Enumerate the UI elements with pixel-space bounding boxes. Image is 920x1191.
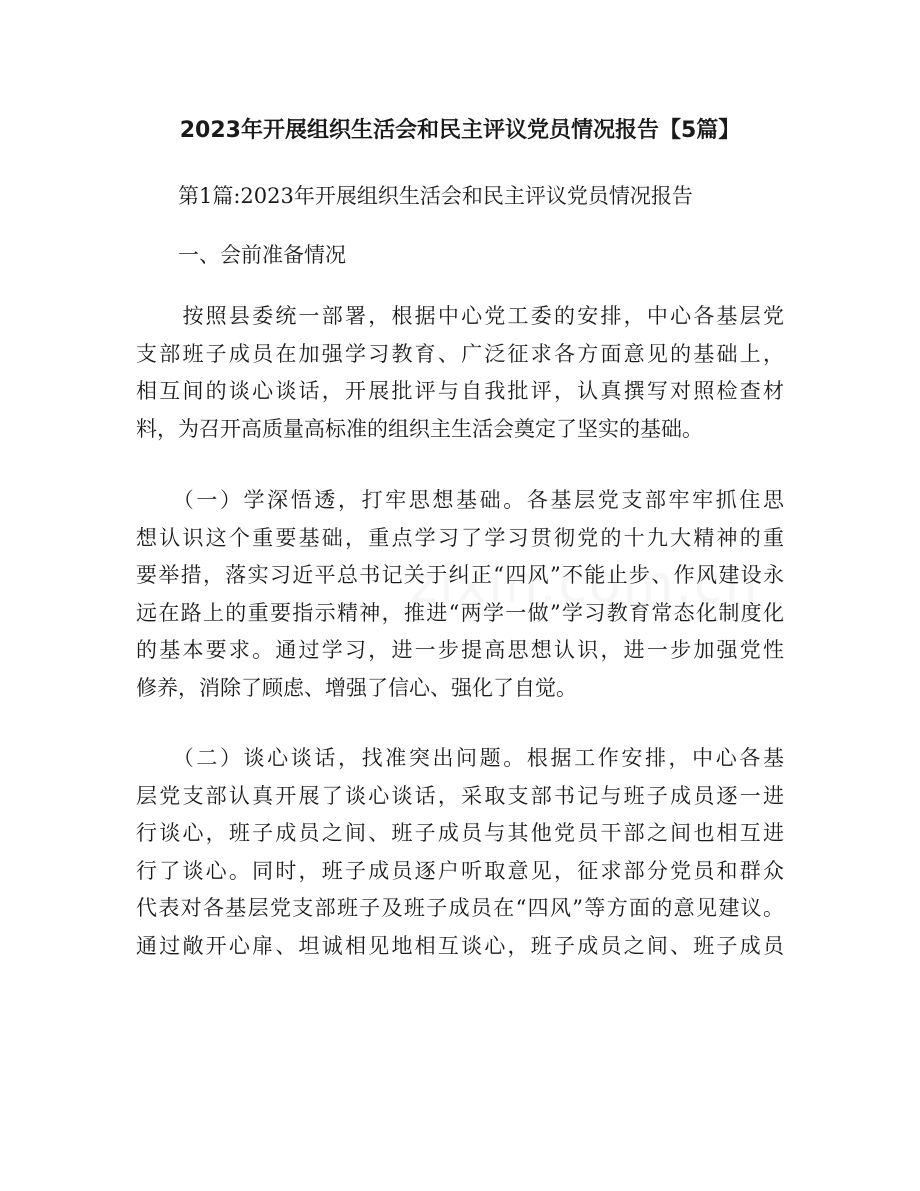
- paragraph-line: （二）谈心谈话，找准突出问题。根据工作安排，中心各基: [136, 746, 784, 770]
- paragraph-line: 支部班子成员在加强学习教育、广泛征求各方面意见的基础上，: [136, 341, 784, 366]
- section-heading: 一、会前准备情况: [178, 243, 346, 267]
- paragraph-line: 远在路上的重要指示精神，推进“两学一做”学习教育常态化制度化: [136, 600, 784, 625]
- paragraph-line: 按照县委统一部署，根据中心党工委的安排，中心各基层党: [136, 304, 784, 328]
- paragraph-line: 层党支部认真开展了谈心谈话，采取支部书记与班子成员逐一进: [136, 783, 784, 808]
- paragraph-line: 要举措，落实习近平总书记关于纠正“四风”不能止步、作风建设永: [136, 563, 784, 587]
- paragraph-line: 想认识这个重要基础，重点学习了学习贯彻党的十九大精神的重: [136, 525, 784, 550]
- paragraph-1: [136, 298, 784, 448]
- paragraph-line: 通过敞开心扉、坦诚相见地相互谈心，班子成员之间、班子成员: [136, 933, 784, 958]
- paragraph-line: 相互间的谈心谈话，开展批评与自我批评，认真撰写对照检查材: [136, 379, 784, 403]
- paragraph-line: （一）学深悟透，打牢思想基础。各基层党支部牢牢抓住思: [136, 488, 784, 512]
- paragraph-line: 料，为召开高质量高标准的组织主生活会奠定了坚实的基础。: [136, 416, 703, 441]
- paragraph-line: 的基本要求。通过学习，进一步提高思想认识，进一步加强党性: [136, 638, 784, 662]
- paragraph-line: 行了谈心。同时，班子成员逐户听取意见，征求部分党员和群众: [136, 858, 784, 883]
- paragraph-line: 修养，消除了顾虑、增强了信心、强化了自觉。: [136, 675, 577, 700]
- paragraph-2: [136, 482, 784, 707]
- paragraph-line: 代表对各基层党支部班子及班子成员在“四风”等方面的意见建议。: [136, 896, 784, 920]
- paragraph-3: [136, 740, 784, 965]
- paragraph-line: 行谈心，班子成员之间、班子成员与其他党员干部之间也相互进: [136, 821, 784, 845]
- chapter-subtitle: 第1篇:2023年开展组织生活会和民主评议党员情况报告: [178, 184, 693, 208]
- document-title: 2023年开展组织生活会和民主评议党员情况报告【5篇】: [179, 118, 741, 143]
